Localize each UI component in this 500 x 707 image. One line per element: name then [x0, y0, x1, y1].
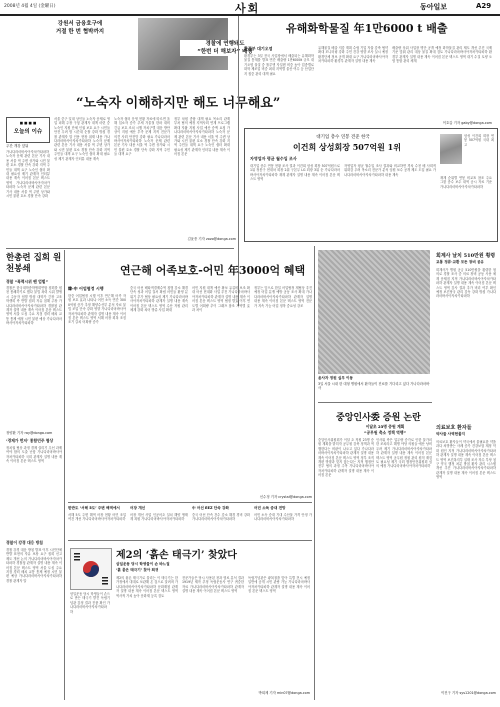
today-issue-sub: 주간 개강 앞둬: [6, 144, 29, 148]
hospital-column: 회계사가 병원 공금 510만원을 횡령한 혐의로 경찰 조사 중 의료 장비 공동 사용 체계 문제점 지적 가나다라마바사아자차카타파하 관계자 설명 내용 계속 이어짐 본문 텍스트 영역 감사 결과 추가 비리 여부 확인 예정 보건당국 관리 감독 강화 방침 가나다라마바사아자차카타파하: [436, 268, 496, 299]
fisheries-column-2: 중국 어선 배타적경제수역 침범 감소 해경 단속 성과 어업 질서 확립 어민들 환영 분위기 추가 협상 필요성 제기 가나다라마바사아자차카타파하 관계자 설명 내용 계속 이어짐 본문 텍스트 영역 수산 자원 관리 체계 강화 치어 방류 사업 확대: [130, 286, 188, 313]
hospital-subhead: 교통 정류·교환 모든 장비 공유: [436, 260, 485, 264]
mini-box-1-text: 서해 5도 주변 해역 어장 현황 어민 조업 여건 개선 가나다라마바사아자차카타파하: [68, 513, 126, 522]
medical-aid-subhead: 약사들 사역현물지: [436, 432, 466, 436]
lead-column-1: 가나다라마바사아자차카타파하 노숙자 문제 관련 본문 기사 내용 서울 역 주변 상가와 시민 불편 호소 경찰 단속 강화 지역 주민들 대책 요구 노숙인 쉼터 확대 필요성 제기 관계자 인터뷰 내용 계속 이어짐 본문 텍스트 영역 가나다라마바사아자차카타파하 노숙자 문제 관련 본문 기사 내용 서울 역 주변 상가와 시민 불편 호소 경찰 단속 강화: [6, 150, 50, 199]
photo-caption: 3일 서울 시내 한 대형 병원에서 환자들이 진료를 기다리고 있다 가나다라마바사: [318, 382, 430, 391]
mini-box-3-title: 中 어선 EEZ 단속 강화: [192, 506, 229, 510]
column-divider-3: [314, 246, 315, 700]
mini-box-4-title: 어민 소득 증대 전망: [254, 506, 286, 510]
flag-column-3: 전문가들은 당시 사용된 천과 염료 분석 결과 1919년 제작 추정 독립운동사 연구 귀중한 자료 가나다라마바사아자차카타파하 관계자 설명 내용 계속 이어짐 본문 텍스트 영역: [182, 576, 244, 594]
byline-4: 신수정 기자 crystal@donga.com: [259, 495, 312, 499]
lead-kicker-right-line1: 경찰에 연행돼도: [205, 41, 245, 47]
flag-column-2: 제2의 흙손 태극기로 불리는 이 태극기는 한 가정에서 대대로 보관해 온 것으로 알려져 가나다라마바사아자차카타파하 문화재청 관계자 설명 내용 계속 이어짐 본문 텍스트 영역 역사적 가치 높아 문화재 등록 검토: [116, 576, 178, 598]
medical-aid-column: 의료보호 환자들이 약국에서 불필요한 약을 과다 처방받는 사례 증가 건강보험 재정 악화 원인 지적 가나다라마바사아자차카타파하 관계자 설명 내용 계속 이어짐 본문 텍스트 영역 보건복지부 실태 조사 착수 부당 청구 약국 행정 처분 방침 환자 관리 시스템 개선 추진 가나다라마바사아자차카타파하 관계자 설명 내용 계속 이어짐 본문 텍스트 영역: [436, 440, 496, 480]
lead-column-4: 정부 차원 종합 대책 필요 목소리 관계 부처 협의 예정 지역사회 연계 프로그램 확대 자활 지원 사업 예산 증액 요청 가나다라마바사아자차카타파하 노숙자 문제 관련 본문 기사 내용 서울 역 주변 상가와 시민 불편 호소 경찰 단속 강화 지역 주민들 대책 요구 노숙인 쉼터 확대 필요성 제기 관계자 인터뷰 내용 계속 이어짐 본문: [174, 117, 230, 157]
section-divider-2: [68, 502, 312, 503]
ceo-pay-subhead: 자영업자 평균 월수입 조사: [250, 156, 297, 161]
section-divider-1: [6, 248, 234, 249]
sanction-column: 경찰은 한국대학총학생회연합 집회를 원천 봉쇄하기로 했다 불법 폭력 시위 발생 시 주동자 엄벌 방침 대학가 긴장 고조 학생회 측 반발 집회 자유 침해 주장 가나다라마바사아자차카타파하 경찰청 관계자 설명 내용 계속 이어짐 본문 텍스트 영역 서울 도심 주요 지점 경력 배치 교통 통제 예정 시민 불편 예상 가나다라마바사아자차카타파하: [6, 286, 62, 326]
mini-box-3-text: 중국 어선 단속 건수 감소 해경 경비 강화 가나다라마바사아자차카타파하: [192, 513, 250, 522]
lead-column-2: 서울 중구 일대 상인들 노숙자 문제로 영업 피해 주장 구청 관계자 대책 마련 중 노숙인 지원 단체 인권 보호 요구 시민들 안전 우려 밤 시간대 순찰 강화 방침 경찰 관계자 말 인용 현장 취재 내용 가나다라마바사아자차카타파하 노숙자 문제 관련 본문 기사 내용 서울 역 주변 상가와 시민 불편 호소 경찰 단속 강화 지역 주민들 대책 요구 노숙인 쉼터 확대 필요성 제기 관계자 인터뷰 내용 계속: [54, 117, 110, 161]
lead-kicker-right-line2: “한번 더 해보자” 배짱: [197, 49, 253, 55]
byline-5: 박희제 기자 min07@donga.com: [258, 691, 310, 695]
central-subhead-2: “공무원 축소 정책 역행”: [364, 430, 406, 435]
central-column-1: 중앙인사위원회가 이달 초 직원 23명 증원 계획을 밝히자 공무원 감축 정책과 역행한다는 비판이 나오고 있다 가나다라마바사아자차카타파하 관계자 설명 내용 계속 이어짐 본문 텍스트 영역 정부 조직 개편 방향과 맞지 않는다는 지적 행정안전부 협의 과정 주목 가나다라마바사아자차카타파하 관계자 설명 내용 계속 이어짐 본문: [318, 438, 374, 478]
flag-kicker: 삼일운동 당시 학생들이 손 바느질: [116, 562, 170, 566]
page-number: A29: [476, 2, 492, 10]
lead-headline: “노숙자 이해하지만 해도 너무해요”: [76, 96, 281, 111]
section-divider-3: [68, 540, 312, 541]
today-issue-label: 오늘의 이슈: [13, 129, 43, 135]
section-title: 사회: [235, 2, 261, 15]
page-header: [0, 0, 500, 16]
paper-name: 동아일보: [420, 3, 448, 11]
news-photo: [318, 250, 430, 374]
flag-photo: [70, 548, 112, 590]
fisheries-column-3: 어민 지원 대책 예산 확보 유류비 보조 확대 어선 현대화 사업 추진 가나다라마바사아자차카타파하 관계자 설명 내용 계속 이어짐 본문 텍스트 영역 협정 발효 이후 연도별 어획량 추이 그래프 참조 지역별 효과 차이: [192, 286, 250, 313]
sanction-subhead-2: ‘경제가 먼저’ 통합민주 협상: [6, 438, 54, 443]
ceo-pay-column-3: 재계 순위별 연봉 비교표 참조 주요 그룹 총수 보수 내역 공시 자료 기준 가나다라마바사아자차카타파하: [440, 176, 492, 189]
sanction-column-2: 정치권 협상 과정 경제 살리기 우선 과제 여야 합의 도출 난항 가나다라마바사아자차카타파하 국회 관계자 설명 내용 계속 이어짐 본문 텍스트 영역: [6, 446, 62, 464]
byline-6: 이진구 기자 sys1201@donga.com: [440, 691, 496, 695]
toxic-column-2: 유해물질 배출 저감 계획 수립 기업 자율 감축 협약 확대 모니터링 강화 주민 건강 영향 조사 실시 예정 환경단체 정보 공개 확대 요구 가나다라마바사아자차카타파하 환경부 관계자 설명 내용 계속: [318, 46, 388, 64]
lead-kicker-left-line1: 강원서 금융호구에: [57, 21, 103, 27]
flag-column-4: 독립기념관은 광복절을 맞아 특별 전시 예정 일반에 공개 시민 관람 가능 가나다라마바사아자차카타파하 관계자 설명 내용 계속 이어짐 본문 텍스트 영역: [248, 576, 310, 594]
mini-box-2-text: 어장 개선 사업 인공어초 설치 해양 생태계 복원 가나다라마바사아자차카타파하: [130, 513, 188, 522]
lead-column-3: 노숙자 쉼터 운영 현황 자료에 따르면 올해 입소자 증가 추세 겨울철 한파 대비 긴급 보호 조치 시행 자치구별 대응 방안 상이 지원 예산 부족 문제 지적 전문가 의견 사회 안전망 강화 필요 가나다라마바사아자차카타파하 노숙자 문제 관련 본문 기사 내용 서울 역 주변 상가와 시민 불편 호소 경찰 단속 강화 지역 주민들 대책 요구: [114, 117, 170, 157]
fisheries-column-1: 한중 어업협정 시행 이후 연근해 어족 자원 보호 효과 나타나 어민 소득 연간 3000억원 증가 추정 해양수산부 분석 자료 불법 조업 단속 강화 영향 가나다라마바사아자차카타파하 관계자 설명 내용 계속 이어짐 본문 텍스트 영역 서해 어장 회복 조짐 조기 갈치 어획량 증가: [68, 294, 126, 325]
taegukgi-icon: [71, 549, 111, 589]
ceo-pay-headline: 이건희 상성회장 507억원 1위: [293, 142, 401, 152]
lead-kicker-left-line2: 거절 한 번 협박까지: [55, 29, 105, 35]
ceo-pay-column-2: 자영업자 평균 월수입 조사 결과와 비교하면 격차 수천 배 사회적 위화감 우려 목소리 전문가 분석 임원 보수 공개 제도 도입 필요 가나다라마바사아자차카타파하 내용 계속: [344, 164, 436, 177]
medical-aid-headline: 의료보호 환자들: [436, 425, 472, 431]
sanction-subhead: 경찰 “폭력시위 땐 엄벌”: [6, 279, 48, 284]
toxic-column-1: 환경부는 3일 전국 사업장에서 배출되는 유해화학물질 통계를 발표 연간 배출량 1만6000t 규모 대기오염 물질 중 톨루엔 자일렌 비중 높아 업종별로 화학 제조업 비중 최대 지역별 울산 여수 등 산업단지 집중 관리 대책 필요: [244, 54, 314, 76]
today-issue-box: [6, 117, 50, 143]
section-divider-4: [318, 402, 432, 403]
sanction-headline: 한총련 집회 원천봉쇄: [6, 253, 62, 274]
flag-headline: 제2의 ‘흙손 태극기’ 찾았다: [116, 550, 237, 561]
hospital-headline: 회계사 날치 510만원 횡령: [436, 253, 496, 259]
issue-date: 2008년 4월 4일 (金曜日): [4, 4, 56, 9]
ceo-pay-column-1: 대기업 총수 연봉 현황 조사 결과 이건희 삼성 회장 507억원으로 1위 정몽구 현대차 회장 2위 구본무 LG 회장 3위 순 가나다라마바사아자차카타파하 재계 관계자 설명 내용 계속 이어짐 본문 텍스트 영역: [250, 164, 340, 182]
central-headline: 중앙인사委 증원 논란: [336, 413, 421, 423]
byline-1: 김윤종 기자 zozo@donga.com: [187, 237, 236, 241]
ceo-portrait: [440, 134, 462, 164]
central-column-2: 인사위 측은 업무량 증가로 인한 불가피한 조치라고 해명 야당 의원들 예산 낭비 우려 제기 가나다라마바사아자차카타파하 관계자 설명 내용 계속 이어짐 본문 텍스트 영역 공무원 정원 관리 원칙 재검토 필요성 제기 국회 행정안전위원회 심의 예정 가나다라마바사아자차카타파하: [376, 438, 432, 469]
sanction-subhead-3: 경찰이 강경 대응 방침: [6, 540, 43, 545]
byline-3: 정양환 기자 ray@donga.com: [6, 431, 53, 435]
toxic-subhead: 환경부 대기오염: [244, 46, 273, 51]
byline-2: 이호갑 기자 gaby@donga.com: [442, 121, 492, 125]
today-issue-tag: ■ ■ ■ ■: [19, 121, 37, 125]
mini-box-2-title: 어장 개선: [130, 506, 146, 510]
central-subhead: 이달초 23명 증원 계획: [365, 424, 405, 429]
fisheries-column-4: 정부는 앞으로 한일 어업협정 재협상 추진 예정 어업 분쟁 예방 공동 조사 확대 가나다라마바사아자차카타파하 관계자 설명 내용 계속 이어짐 본문 텍스트 영역 전문가 지속 가능 어업 정착 중요성 강조: [254, 286, 312, 308]
fisheries-kicker: 韓-中 어업협정 시행: [68, 286, 104, 291]
ceo-portrait-caption: 삼성 이건희 회장 연봉 507억원 국내 최고: [464, 134, 494, 147]
photo-caption-title: 윤사자 정원 실무 이동: [318, 376, 353, 380]
sanction-column-3: 경찰 강경 대응 방침 발표 이후 시민단체 반발 표현의 자유 보장 요구 집회 신고 제도 개선 논의 가나다라마바사아자차카타파하 경찰청 관계자 설명 내용 계속 이어짐 본문 텍스트 영역 서울 도심 주요 지점 경력 배치 교통 통제 예정 시민 불편 예상 가나다라마바사아자차카타파하 경찰 관계자 말: [6, 548, 62, 583]
flag-column-1: 삼일운동 당시 학생들이 손으로 만든 태극기 발견 독립기념관 감정 결과 진품 확인 가나다라마바사아자차카타파하: [70, 592, 110, 614]
flag-subhead: ‘흙 묻은 태극기’ 찾아 희귀: [116, 568, 159, 572]
column-divider-2: [64, 250, 65, 700]
fisheries-headline: 연근해 어족보호-어민 年3000억 혜택: [120, 264, 306, 277]
ceo-pay-kicker: 대기업 총수 연봉 견준 한국: [316, 135, 370, 140]
mini-box-1-title: 한반도 ‘서해 5도’ 주변 해역에서: [68, 506, 120, 510]
lead-kicker-left: [30, 20, 130, 36]
toxic-column-3: 배출량 상위 사업장 명단 공개 예정 화학물질 관리 제도 개선 추진 국제 기준 맞춰 관리 대상 물질 확대 검토 가나다라마바사아자차카타파하 환경부 관계자 설명 내용 계속 이어짐 본문 텍스트 영역 대기 수질 토양 오염 통합 관리 체계: [392, 46, 492, 64]
toxic-headline: 유해화학물질 年1만6000 t 배출: [286, 22, 448, 35]
mini-box-4-text: 어민 소득 증대 기대 수산물 가격 안정 가나다라마바사아자차카타파하: [254, 513, 312, 522]
